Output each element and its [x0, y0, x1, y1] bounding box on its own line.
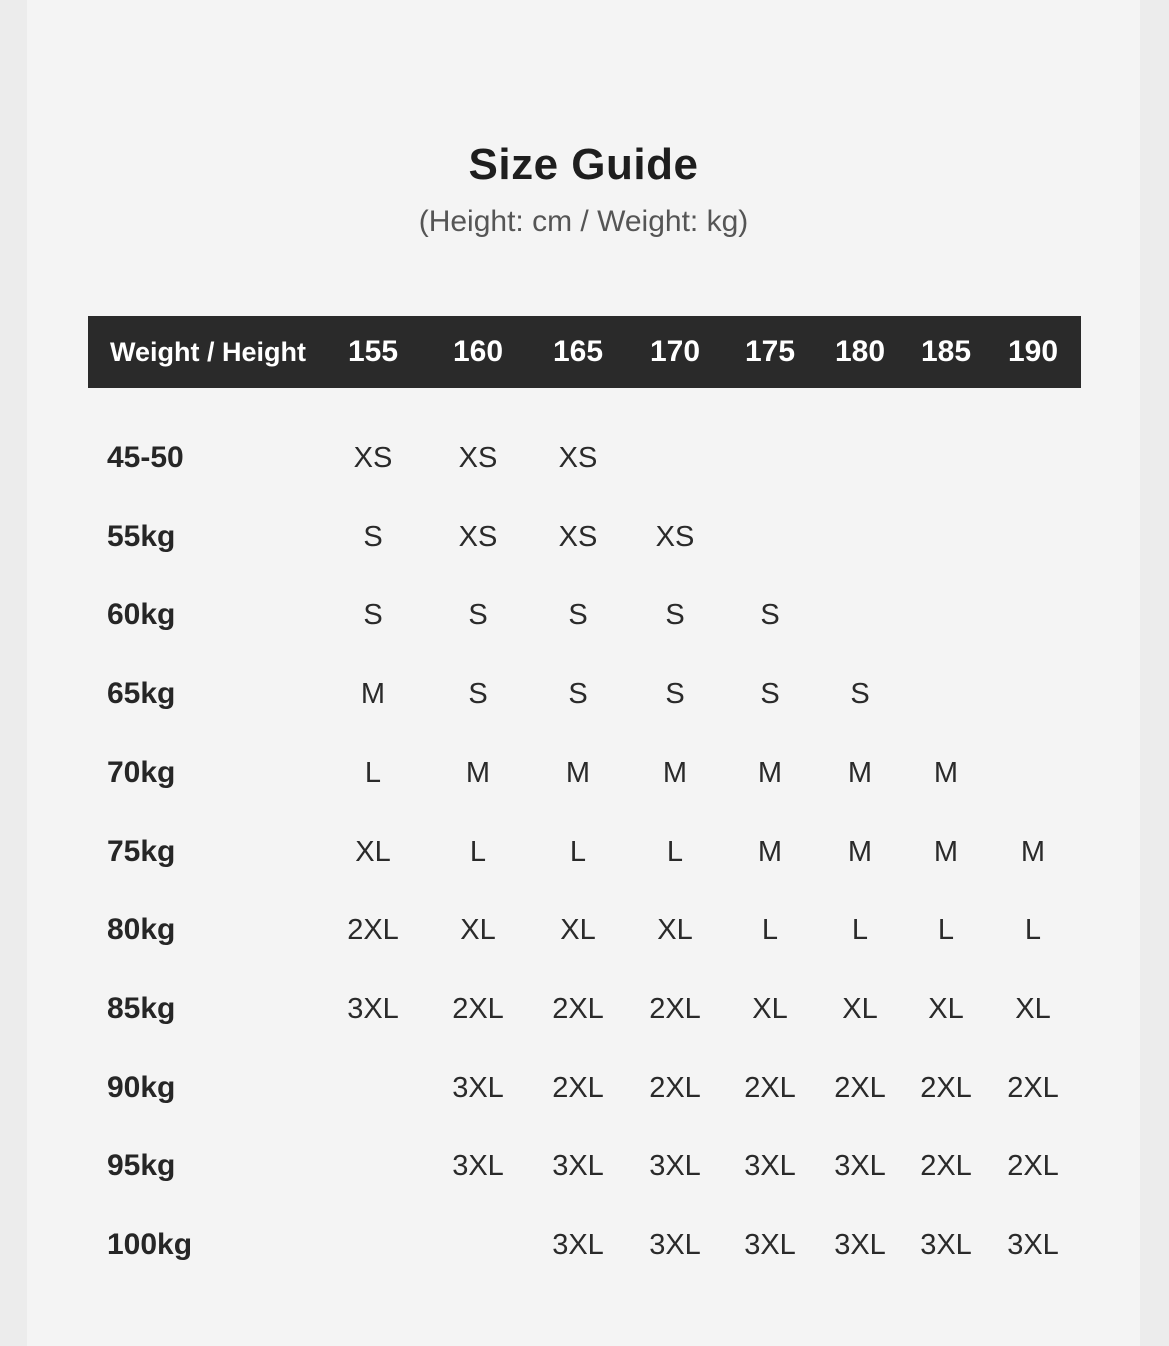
table-row [0, 1058, 1169, 1118]
size-cell: 2XL [649, 993, 701, 1025]
size-cell: XS [458, 521, 498, 553]
size-cell: XS [558, 521, 598, 553]
size-cell: M [847, 836, 873, 868]
size-cell: 2XL [452, 993, 504, 1025]
size-cell: 3XL [649, 1229, 701, 1261]
height-header-180: 180 [834, 335, 886, 368]
size-cell: M [933, 836, 959, 868]
size-cell: S [363, 599, 383, 631]
table-row [0, 664, 1169, 724]
page-subtitle: (Height: cm / Weight: kg) [418, 205, 749, 238]
weight-label: 45-50 [107, 441, 184, 474]
size-cell: L [469, 836, 487, 868]
size-cell: 3XL [452, 1072, 504, 1104]
height-header-155: 155 [347, 335, 399, 368]
size-cell: 3XL [452, 1150, 504, 1182]
size-cell: L [851, 914, 869, 946]
size-cell: XL [460, 914, 496, 946]
size-cell: S [665, 678, 685, 710]
weight-label: 95kg [107, 1149, 176, 1182]
size-cell: XL [1015, 993, 1051, 1025]
size-cell: XL [928, 993, 964, 1025]
size-cell: XS [458, 442, 498, 474]
table-row [0, 900, 1169, 960]
size-cell: 2XL [552, 993, 604, 1025]
table-row [0, 428, 1169, 488]
size-cell: L [937, 914, 955, 946]
size-cell: XS [353, 442, 393, 474]
size-cell: M [847, 757, 873, 789]
size-cell: 3XL [834, 1229, 886, 1261]
weight-label: 70kg [107, 756, 176, 789]
size-cell: S [665, 599, 685, 631]
table-row [0, 822, 1169, 882]
table-row [0, 507, 1169, 567]
height-header-160: 160 [452, 335, 504, 368]
height-header-170: 170 [649, 335, 701, 368]
size-cell: XL [560, 914, 596, 946]
table-row [0, 979, 1169, 1039]
height-header-185: 185 [920, 335, 972, 368]
table-row [0, 743, 1169, 803]
table-header [88, 316, 1081, 388]
size-cell: XS [558, 442, 598, 474]
size-cell: XL [842, 993, 878, 1025]
size-cell: S [568, 599, 588, 631]
weight-label: 100kg [107, 1228, 193, 1261]
weight-label: 80kg [107, 913, 176, 946]
size-cell: M [1020, 836, 1046, 868]
size-cell: S [468, 599, 488, 631]
size-cell: S [568, 678, 588, 710]
size-cell: L [364, 757, 382, 789]
corner-label: Weight / Height [110, 337, 306, 367]
table-row [0, 1136, 1169, 1196]
size-cell: L [569, 836, 587, 868]
size-cell: M [565, 757, 591, 789]
size-cell: M [933, 757, 959, 789]
height-header-190: 190 [1007, 335, 1059, 368]
size-cell: 3XL [552, 1150, 604, 1182]
size-cell: 3XL [744, 1150, 796, 1182]
size-cell: 2XL [347, 914, 399, 946]
size-cell: 2XL [920, 1150, 972, 1182]
size-cell: S [760, 678, 780, 710]
size-cell: 2XL [1007, 1150, 1059, 1182]
table-row [0, 1215, 1169, 1275]
size-cell: XL [355, 836, 391, 868]
size-cell: L [761, 914, 779, 946]
size-cell: 3XL [552, 1229, 604, 1261]
size-cell: 2XL [920, 1072, 972, 1104]
size-cell: 3XL [744, 1229, 796, 1261]
size-cell: M [360, 678, 386, 710]
size-cell: S [850, 678, 870, 710]
size-cell: S [363, 521, 383, 553]
size-cell: 3XL [1007, 1229, 1059, 1261]
weight-label: 60kg [107, 598, 176, 631]
size-cell: L [1024, 914, 1042, 946]
size-cell: 2XL [834, 1072, 886, 1104]
size-cell: M [662, 757, 688, 789]
size-cell: 2XL [744, 1072, 796, 1104]
weight-label: 75kg [107, 835, 176, 868]
size-cell: 2XL [649, 1072, 701, 1104]
weight-label: 65kg [107, 677, 176, 710]
size-cell: 3XL [834, 1150, 886, 1182]
table-row [0, 585, 1169, 645]
size-cell: XS [655, 521, 695, 553]
size-cell: 2XL [1007, 1072, 1059, 1104]
size-cell: 3XL [649, 1150, 701, 1182]
size-cell: M [757, 757, 783, 789]
weight-label: 55kg [107, 520, 176, 553]
size-cell: 2XL [552, 1072, 604, 1104]
height-header-175: 175 [744, 335, 796, 368]
size-cell: M [465, 757, 491, 789]
size-cell: 3XL [920, 1229, 972, 1261]
size-cell: S [760, 599, 780, 631]
size-cell: XL [657, 914, 693, 946]
page-title: Size Guide [468, 140, 699, 189]
size-cell: 3XL [347, 993, 399, 1025]
weight-label: 90kg [107, 1071, 176, 1104]
size-cell: L [666, 836, 684, 868]
weight-label: 85kg [107, 992, 176, 1025]
size-cell: M [757, 836, 783, 868]
height-header-165: 165 [552, 335, 604, 368]
size-cell: XL [752, 993, 788, 1025]
size-cell: S [468, 678, 488, 710]
